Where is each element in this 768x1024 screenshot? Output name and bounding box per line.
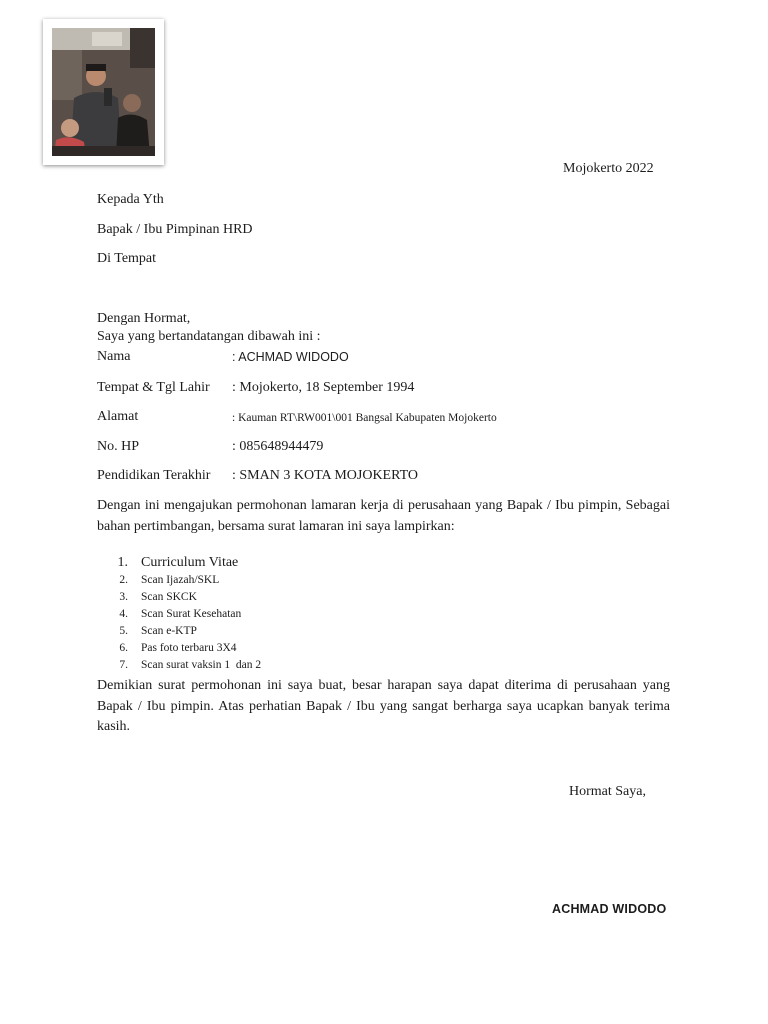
list-item-number: 1. — [117, 555, 128, 570]
closing-salutation: Hormat Saya, — [569, 784, 646, 799]
list-item-number: 4. — [119, 608, 128, 620]
field-label-nama: Nama — [97, 349, 131, 364]
applicant-photo — [43, 19, 164, 165]
field-value-alamat: : Kauman RT\RW001\001 Bangsal Kabupaten Mojokerto — [232, 412, 497, 424]
list-item-number: 5. — [119, 625, 128, 637]
intro-line: Saya yang bertandatangan dibawah ini : — [97, 329, 321, 344]
list-item: Scan Ijazah/SKL — [141, 574, 220, 586]
field-value-ttl: : Mojokerto, 18 September 1994 — [232, 380, 415, 395]
list-item: Scan e-KTP — [141, 625, 197, 637]
photo-image — [52, 28, 155, 156]
field-label-pendidikan: Pendidikan Terakhir — [97, 468, 211, 483]
field-value-hp: : 085648944479 — [232, 439, 324, 454]
recipient-line-2: Bapak / Ibu Pimpinan HRD — [97, 222, 253, 237]
list-item: Pas foto terbaru 3X4 — [141, 642, 237, 654]
field-label-ttl: Tempat & Tgl Lahir — [97, 380, 210, 395]
list-item-number: 2. — [119, 574, 128, 586]
list-item: Scan SKCK — [141, 591, 197, 603]
signature-name: ACHMAD WIDODO — [552, 902, 667, 916]
place-date: Mojokerto 2022 — [563, 161, 654, 176]
list-item-number: 6. — [119, 642, 128, 654]
list-item: Scan surat vaksin 1 dan 2 — [141, 659, 262, 671]
field-value-nama: : ACHMAD WIDODO — [232, 350, 349, 364]
body-paragraph-1: Dengan ini mengajukan permohonan lamaran kerja di perusahaan yang Bapak / Ibu pimpin, Sebagai bahan pertimbangan, bersama surat lamaran ini saya lampirkan: — [97, 498, 670, 534]
list-item-number: 3. — [119, 591, 128, 603]
recipient-line-1: Kepada Yth — [97, 192, 164, 207]
list-item: Curriculum Vitae — [141, 555, 239, 570]
field-label-hp: No. HP — [97, 439, 140, 454]
field-label-alamat: Alamat — [97, 409, 139, 424]
field-value-pendidikan: : SMAN 3 KOTA MOJOKERTO — [232, 468, 419, 483]
list-item-number: 7. — [119, 659, 128, 671]
body-paragraph-2: Demikian surat permohonan ini saya buat, besar harapan saya dapat diterima di perusahaan yang Bapak / Ibu pimpin. Atas perhatian Bapak / Ibu yang sangat berharga saya ucapkan banyak terima kasih. — [97, 678, 670, 734]
recipient-line-3: Di Tempat — [97, 251, 157, 266]
greeting: Dengan Hormat, — [97, 311, 191, 326]
list-item: Scan Surat Kesehatan — [141, 608, 242, 620]
